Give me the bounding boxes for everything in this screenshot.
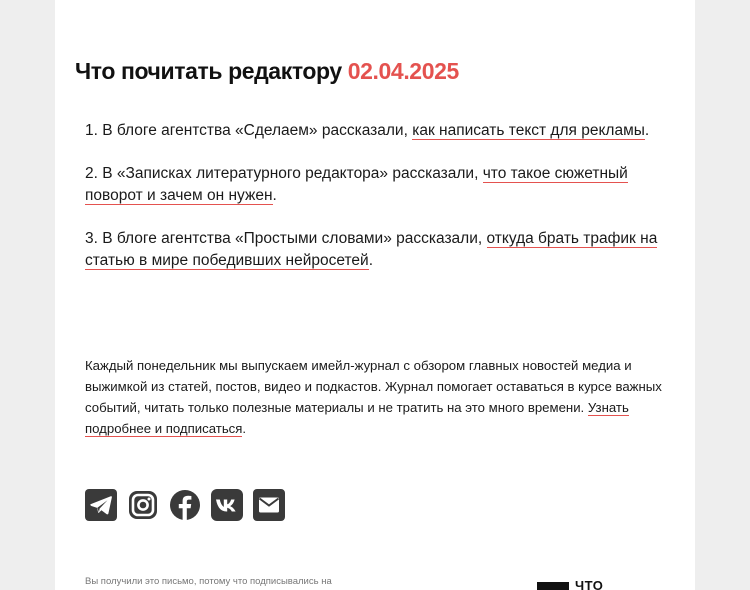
about-paragraph	[85, 355, 670, 439]
item-suffix: .	[368, 252, 373, 269]
list-item	[85, 120, 670, 142]
newsletter-title	[75, 58, 459, 85]
list-item	[85, 228, 670, 272]
telegram-icon	[85, 489, 117, 521]
about-text: Каждый понедельник мы выпускаем имейл-журнал с обзором главных новостей медиа и выжимкой из статей, постов, видео и подкастов. Журнал помогает оставаться в курсе важных событий, читать только полезные материалы и не тратить на это много времени.	[85, 358, 662, 415]
subscribe-link[interactable]: Узнать подробнее и подписаться	[85, 400, 629, 436]
list-item	[85, 163, 670, 207]
item-text: 2. В «Записках литературного редактора» рассказали,	[85, 165, 483, 182]
brand-logo	[537, 578, 603, 590]
item-text: 3. В блоге агентства «Простыми словами» рассказали,	[85, 230, 487, 247]
vk-link[interactable]	[211, 489, 243, 521]
item-text: 1. В блоге агентства «Сделаем» рассказали,	[85, 122, 413, 139]
vk-icon	[211, 489, 243, 521]
instagram-icon	[127, 489, 159, 521]
email-card	[55, 0, 695, 590]
title-text: Что почитать редактору	[75, 58, 342, 84]
facebook-link[interactable]	[169, 489, 201, 521]
logo-bar	[537, 582, 569, 590]
instagram-link[interactable]	[127, 489, 159, 521]
social-links	[85, 489, 285, 521]
facebook-icon	[169, 489, 201, 521]
item-suffix: .	[644, 122, 650, 139]
email-link[interactable]	[253, 489, 285, 521]
item-suffix: .	[272, 187, 277, 204]
article-link-2[interactable]: что такое сюжетный поворот и зачем он нужен	[85, 165, 628, 204]
logo-text: ЧТО	[575, 578, 604, 590]
email-icon	[253, 489, 285, 521]
about-suffix: .	[242, 421, 247, 436]
reading-list	[85, 120, 670, 293]
footer-note: Вы получили это письмо, потому что подписывались на	[85, 576, 332, 587]
telegram-link[interactable]	[85, 489, 117, 521]
article-link-1[interactable]: как написать текст для рекламы	[412, 122, 645, 139]
issue-date: 02.04.2025	[347, 58, 459, 84]
article-link-3[interactable]: откуда брать трафик на статью в мире победивших нейросетей	[85, 230, 658, 269]
